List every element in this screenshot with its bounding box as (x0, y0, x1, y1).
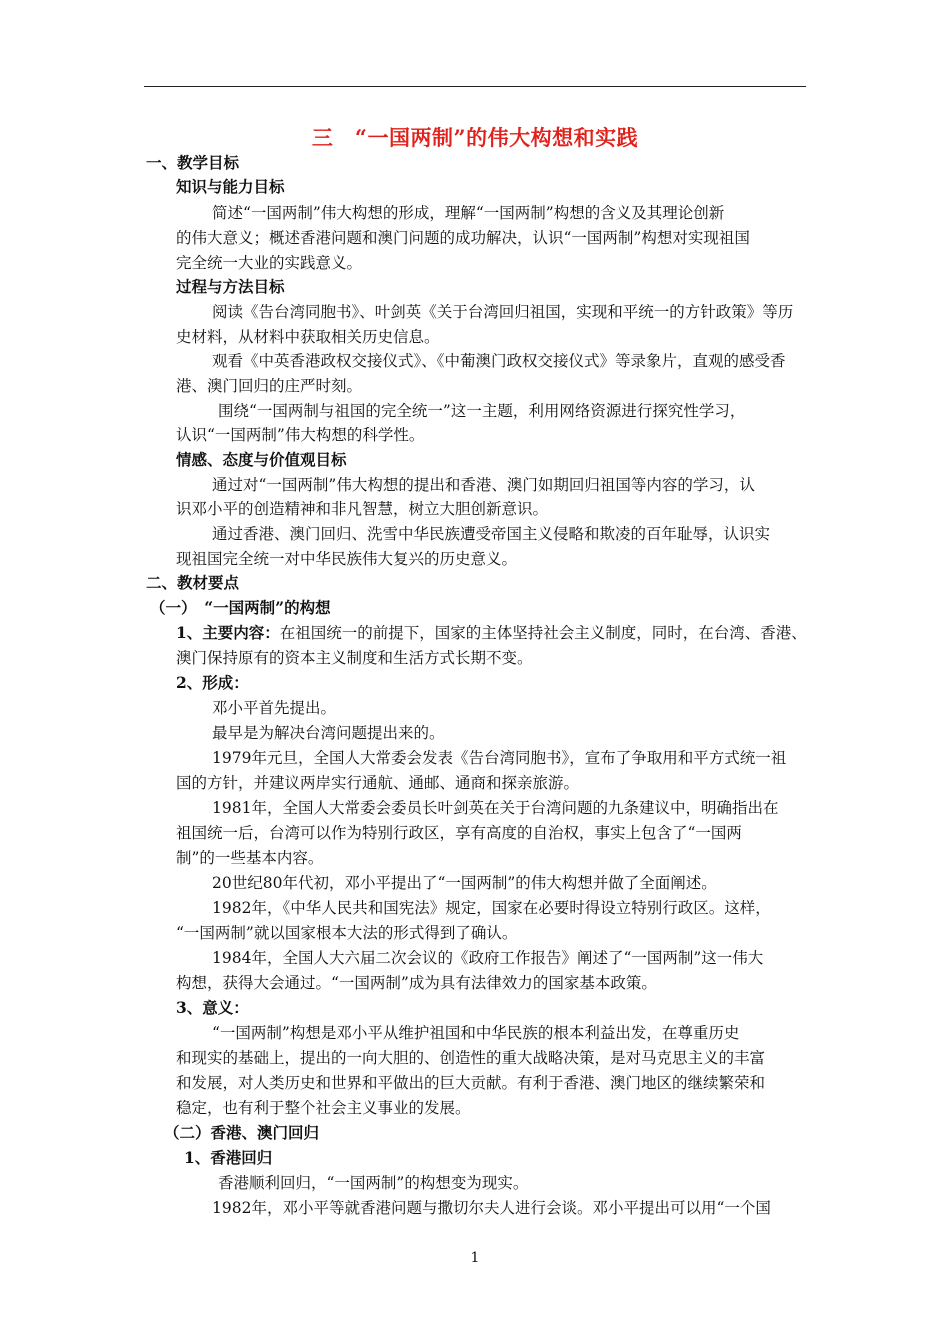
paragraph-line: 认识“一国两制”伟大构想的科学性。 (176, 426, 425, 444)
page-number: 1 (470, 1250, 480, 1266)
subsection-heading: 知识与能力目标 (176, 177, 285, 196)
paragraph-line: 通过对“一国两制”伟大构想的提出和香港、澳门如期回归祖国等内容的学习，认 (212, 476, 755, 494)
paragraph-line: 20世纪80年代初，邓小平提出了“一国两制”的伟大构想并做了全面阐述。 (212, 874, 717, 892)
paragraph-line: 1979年元旦，全国人大常委会发表《告台湾同胞书》，宣布了争取用和平方式统一祖 (212, 749, 787, 767)
paragraph-line: 邓小平首先提出。 (212, 699, 337, 717)
subsection-heading: 过程与方法目标 (176, 277, 285, 296)
item-label: 2、形成： (176, 673, 249, 692)
paragraph-line (176, 622, 807, 644)
paragraph-line: 稳定，也有利于整个社会主义事业的发展。 (176, 1099, 471, 1117)
paragraph-line: 史材料，从材料中获取相关历史信息。 (176, 328, 440, 346)
paragraph-line: 和发展，对人类历史和世界和平做出的巨大贡献。有利于香港、澳门地区的继续繁荣和 (176, 1074, 766, 1092)
paragraph-line: 围绕“一国两制与祖国的完全统一”这一主题，利用网络资源进行探究性学习， (218, 402, 746, 420)
item-label: 1、主要内容： (176, 623, 280, 642)
paragraph-line: 1982年，《中华人民共和国宪法》规定，国家在必要时得设立特别行政区。这样， (212, 899, 771, 917)
paragraph-line: 1984年，全国人大六届二次会议的《政府工作报告》阐述了“一国两制”这一伟大 (212, 949, 764, 967)
item-label: 3、意义： (176, 998, 249, 1017)
subsection-heading: （一） “一国两制”的构想 (150, 598, 331, 617)
paragraph-line: 国的方针，并建议两岸实行通航、通邮、通商和探亲旅游。 (176, 774, 580, 792)
paragraph-line: 制”的一些基本内容。 (176, 849, 324, 867)
paragraph-line: 的伟大意义；概述香港问题和澳门问题的成功解决，认识“一国两制”构想对实现祖国 (176, 229, 750, 247)
section-heading: 二、教材要点 (146, 573, 240, 592)
paragraph-line: 最早是为解决台湾问题提出来的。 (212, 724, 445, 742)
paragraph-line: 观看《中英香港政权交接仪式》、《中葡澳门政权交接仪式》等录象片，直观的感受香 (212, 352, 786, 370)
paragraph-line: 简述“一国两制”伟大构想的形成，理解“一国两制”构想的含义及其理论创新 (212, 204, 725, 222)
subsection-heading: （二）香港、澳门回归 (164, 1123, 320, 1142)
subsection-heading: 情感、态度与价值观目标 (176, 450, 347, 469)
header-rule (144, 86, 806, 87)
paragraph-line: 现祖国完全统一对中华民族伟大复兴的历史意义。 (176, 550, 518, 568)
paragraph-line: 和现实的基础上，提出的一向大胆的、创造性的重大战略决策，是对马克思主义的丰富 (176, 1049, 766, 1067)
paragraph-line: 1981年，全国人大常委会委员长叶剑英在关于台湾问题的九条建议中，明确指出在 (212, 799, 779, 817)
paragraph-line: 构想，获得大会通过。“一国两制”成为具有法律效力的国家基本政策。 (176, 974, 657, 992)
paragraph-line: 1982年，邓小平等就香港问题与撒切尔夫人进行会谈。邓小平提出可以用“一个国 (212, 1199, 771, 1217)
paragraph-line: 完全统一大业的实践意义。 (176, 254, 363, 272)
paragraph-line: 祖国统一后，台湾可以作为特别行政区，享有高度的自治权，事实上包含了“一国两 (176, 824, 742, 842)
section-heading: 一、教学目标 (146, 153, 240, 172)
paragraph-line: 通过香港、澳门回归、洗雪中华民族遭受帝国主义侵略和欺凌的百年耻辱，认识实 (212, 525, 771, 543)
item-label: 1、香港回归 (184, 1148, 273, 1167)
item-text: 在祖国统一的前提下，国家的主体坚持社会主义制度，同时，在台湾、香港、 (279, 624, 807, 642)
paragraph-line: 识邓小平的创造精神和非凡智慧，树立大胆创新意识。 (176, 500, 549, 518)
paragraph-line: “一国两制”就以国家根本大法的形式得到了确认。 (176, 924, 518, 942)
paragraph-line: 阅读《告台湾同胞书》、叶剑英《关于台湾回归祖国，实现和平统一的方针政策》等历 (212, 303, 794, 321)
paragraph-line: 澳门保持原有的资本主义制度和生活方式长期不变。 (176, 649, 533, 667)
paragraph-line: 港、澳门回归的庄严时刻。 (176, 377, 363, 395)
document-title: 三 “一国两制”的伟大构想和实践 (311, 125, 639, 150)
paragraph-line: “一国两制”构想是邓小平从维护祖国和中华民族的根本利益出发，在尊重历史 (212, 1024, 740, 1042)
paragraph-line: 香港顺利回归，“一国两制”的构想变为现实。 (218, 1174, 529, 1192)
